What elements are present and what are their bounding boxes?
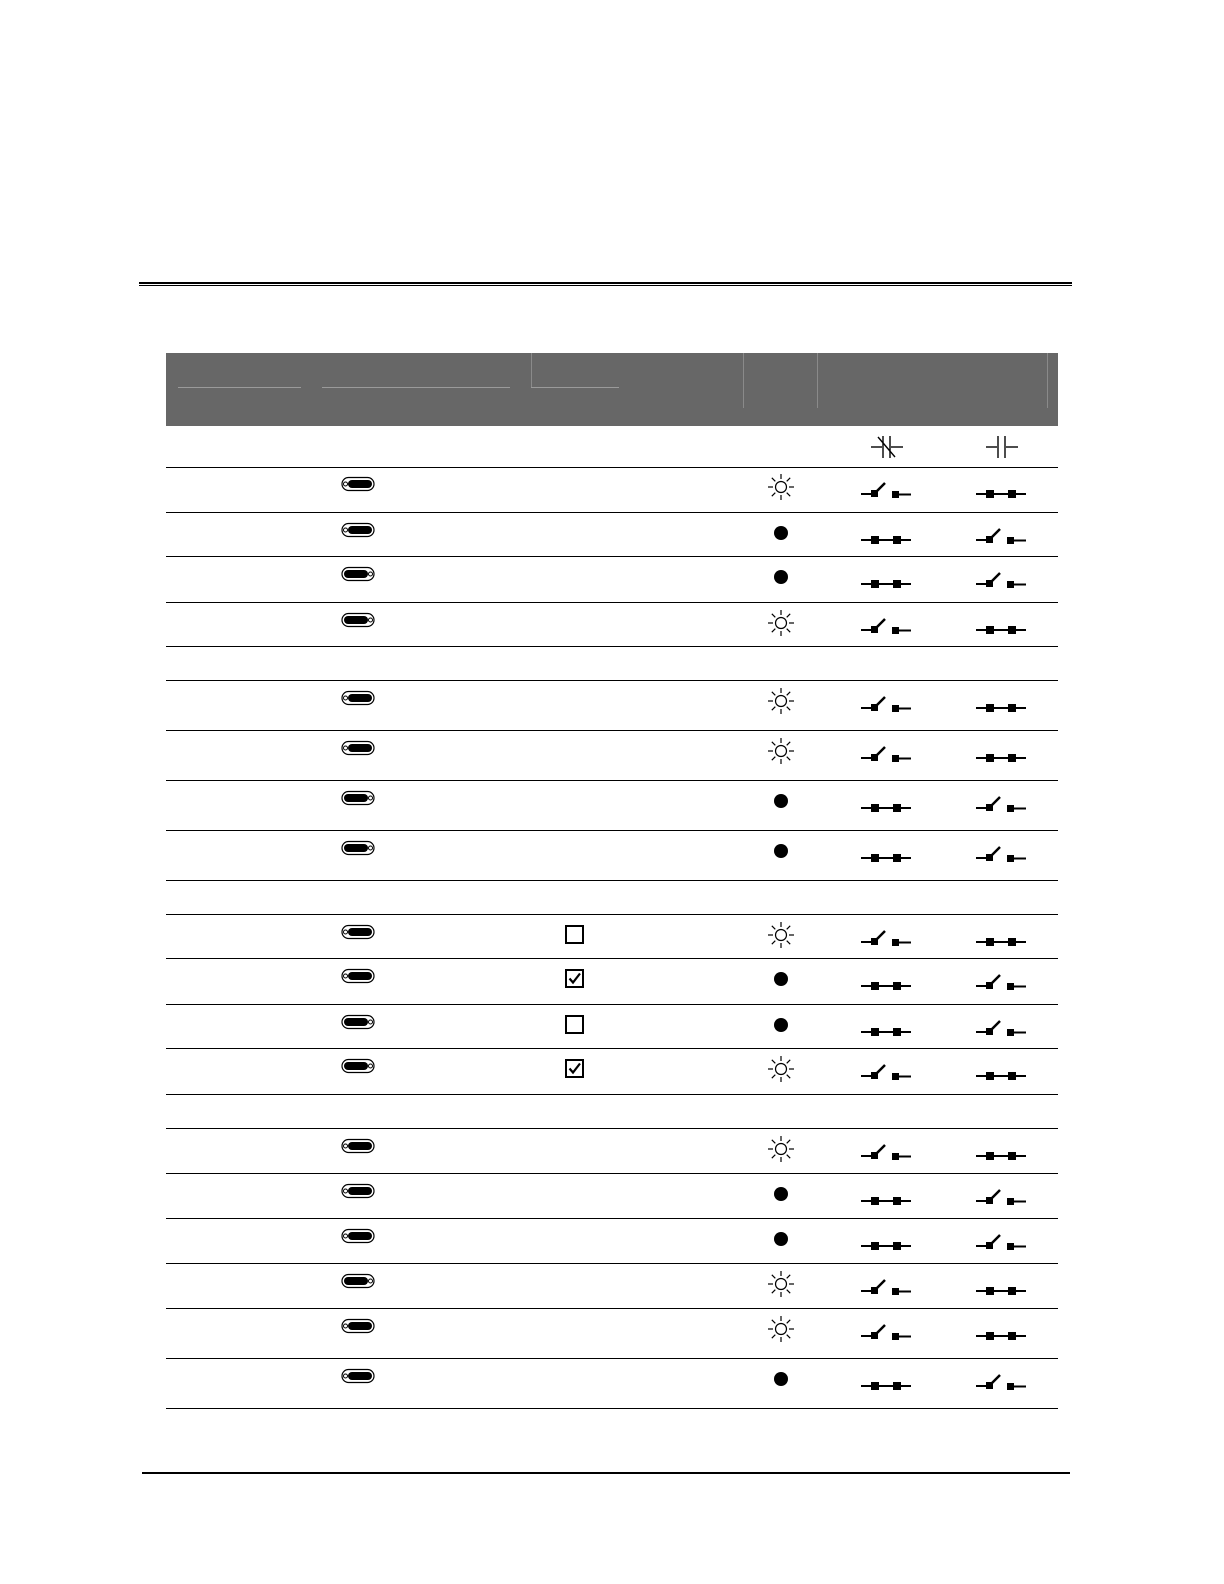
led-off-icon [767, 519, 795, 547]
switch-cell [341, 1318, 375, 1334]
no-contact-cell [974, 743, 1028, 765]
contact-closed-icon [859, 569, 913, 591]
switch-cell [341, 522, 375, 538]
contact-open-icon [974, 843, 1028, 865]
led-cell [767, 965, 795, 993]
switch-right-icon [341, 1058, 375, 1074]
switch-cell [341, 566, 375, 582]
switch-cell [341, 1058, 375, 1074]
table-row [166, 513, 1058, 557]
no-contact-cell [974, 525, 1028, 547]
led-on-icon [767, 687, 795, 715]
checkbox-unchecked-icon [564, 1014, 585, 1035]
table-row [166, 1359, 1058, 1409]
contact-closed-icon [859, 1231, 913, 1253]
checkbox-unchecked-icon [564, 924, 585, 945]
contact-closed-icon [974, 927, 1028, 949]
nc-contact-cell [859, 479, 913, 501]
contact-open-icon [859, 1276, 913, 1298]
no-contact-cell [974, 1017, 1028, 1039]
table-row [166, 959, 1058, 1005]
contact-closed-icon [859, 971, 913, 993]
no-contact-cell [974, 793, 1028, 815]
table-row [166, 681, 1058, 731]
switch-left-icon [341, 1228, 375, 1244]
led-off-icon [767, 837, 795, 865]
switch-cell [341, 1014, 375, 1030]
contact-open-icon [974, 1017, 1028, 1039]
switch-left-icon [341, 968, 375, 984]
switch-right-icon [341, 612, 375, 628]
symbol-row [166, 426, 1058, 468]
table-row [166, 915, 1058, 959]
switch-right-icon [341, 566, 375, 582]
checkbox-cell [564, 924, 585, 945]
no-contact-cell [974, 479, 1028, 501]
checkbox-cell [564, 1014, 585, 1035]
switch-left-icon [341, 924, 375, 940]
led-cell [767, 921, 795, 949]
led-cell [767, 837, 795, 865]
switch-left-icon [341, 740, 375, 756]
no-contact-cell [974, 615, 1028, 637]
led-cell [767, 519, 795, 547]
nc-contact-cell [859, 793, 913, 815]
table-row [166, 1049, 1058, 1095]
normally-closed-contact-icon [869, 433, 905, 461]
led-cell [767, 1011, 795, 1039]
table-row [166, 1129, 1058, 1174]
led-off-icon [767, 1180, 795, 1208]
nc-contact-cell [859, 1186, 913, 1208]
table-row [166, 1174, 1058, 1219]
led-cell [767, 787, 795, 815]
table-row [166, 731, 1058, 781]
nc-contact-cell [859, 1061, 913, 1083]
contact-open-icon [974, 793, 1028, 815]
switch-cell [341, 612, 375, 628]
table-row [166, 1005, 1058, 1049]
table-row [166, 1219, 1058, 1264]
led-cell [767, 1135, 795, 1163]
switch-cell [341, 1228, 375, 1244]
contact-closed-icon [974, 479, 1028, 501]
led-on-icon [767, 609, 795, 637]
led-on-icon [767, 1315, 795, 1343]
switch-right-icon [341, 840, 375, 856]
no-contact-cell [974, 927, 1028, 949]
switch-cell [341, 690, 375, 706]
led-off-icon [767, 965, 795, 993]
switch-left-icon [341, 690, 375, 706]
contact-open-icon [974, 1186, 1028, 1208]
nc-contact-cell [859, 843, 913, 865]
contact-open-icon [859, 1061, 913, 1083]
nc-contact-cell [859, 1017, 913, 1039]
led-on-icon [767, 1270, 795, 1298]
led-cell [767, 1225, 795, 1253]
table-row [166, 557, 1058, 603]
switch-cell [341, 924, 375, 940]
led-off-icon [767, 1225, 795, 1253]
group-separator [166, 1095, 1058, 1129]
nc-contact-cell [859, 1276, 913, 1298]
switch-left-icon [341, 476, 375, 492]
no-contact-cell [974, 1276, 1028, 1298]
no-contact-cell [974, 569, 1028, 591]
switch-right-icon [341, 1273, 375, 1289]
contact-open-icon [859, 927, 913, 949]
switch-cell [341, 840, 375, 856]
no-contact-cell [974, 843, 1028, 865]
led-cell [767, 473, 795, 501]
nc-contact-cell [859, 569, 913, 591]
contact-open-icon [974, 569, 1028, 591]
nc-contact-cell [859, 693, 913, 715]
nc-contact-cell [859, 971, 913, 993]
led-cell [767, 609, 795, 637]
contact-closed-icon [974, 693, 1028, 715]
nc-contact-cell [859, 1371, 913, 1393]
led-cell [767, 687, 795, 715]
switch-right-icon [341, 790, 375, 806]
footer-rule [142, 1472, 1070, 1474]
led-on-icon [767, 1135, 795, 1163]
nc-contact-cell [859, 1231, 913, 1253]
switch-left-icon [341, 1138, 375, 1154]
no-contact-cell [974, 1231, 1028, 1253]
switch-cell [341, 1368, 375, 1384]
contact-open-icon [859, 615, 913, 637]
led-cell [767, 1180, 795, 1208]
group-separator [166, 881, 1058, 915]
switch-cell [341, 1273, 375, 1289]
switch-cell [341, 476, 375, 492]
led-cell [767, 737, 795, 765]
led-cell [767, 1315, 795, 1343]
contact-open-icon [859, 479, 913, 501]
no-contact-cell [974, 1371, 1028, 1393]
no-contact-cell [974, 1321, 1028, 1343]
switch-cell [341, 790, 375, 806]
no-contact-cell [974, 971, 1028, 993]
no-header-symbol [984, 433, 1020, 461]
switch-cell [341, 1183, 375, 1199]
switch-left-icon [341, 522, 375, 538]
contact-open-icon [974, 971, 1028, 993]
led-off-icon [767, 1365, 795, 1393]
contact-closed-icon [859, 1186, 913, 1208]
no-contact-cell [974, 1061, 1028, 1083]
switch-left-icon [341, 1318, 375, 1334]
normally-open-contact-icon [984, 433, 1020, 461]
led-on-icon [767, 473, 795, 501]
contact-closed-icon [859, 843, 913, 865]
contact-open-icon [974, 1371, 1028, 1393]
contact-closed-icon [974, 1321, 1028, 1343]
checkbox-cell [564, 1058, 585, 1079]
nc-contact-cell [859, 1141, 913, 1163]
nc-contact-cell [859, 525, 913, 547]
table-row [166, 831, 1058, 881]
led-cell [767, 1365, 795, 1393]
contact-open-icon [859, 1141, 913, 1163]
no-contact-cell [974, 1186, 1028, 1208]
contact-closed-icon [974, 1061, 1028, 1083]
group-separator [166, 647, 1058, 681]
table-header [166, 353, 1058, 426]
checkbox-checked-icon [564, 968, 585, 989]
switch-right-icon [341, 1014, 375, 1030]
contact-closed-icon [974, 1141, 1028, 1163]
nc-contact-cell [859, 743, 913, 765]
switch-cell [341, 740, 375, 756]
switch-left-icon [341, 1183, 375, 1199]
checkbox-cell [564, 968, 585, 989]
contact-closed-icon [974, 743, 1028, 765]
contact-closed-icon [859, 1017, 913, 1039]
contact-open-icon [859, 1321, 913, 1343]
checkbox-checked-icon [564, 1058, 585, 1079]
table-row [166, 781, 1058, 831]
nc-contact-cell [859, 1321, 913, 1343]
contact-closed-icon [974, 615, 1028, 637]
led-on-icon [767, 921, 795, 949]
led-off-icon [767, 563, 795, 591]
table-row [166, 603, 1058, 647]
contact-closed-icon [859, 1371, 913, 1393]
contact-closed-icon [859, 525, 913, 547]
led-cell [767, 1055, 795, 1083]
led-on-icon [767, 1055, 795, 1083]
table-row [166, 1264, 1058, 1309]
contact-closed-icon [974, 1276, 1028, 1298]
switch-cell [341, 968, 375, 984]
contact-open-icon [974, 525, 1028, 547]
led-off-icon [767, 787, 795, 815]
no-contact-cell [974, 693, 1028, 715]
truth-table [166, 353, 1058, 426]
nc-contact-cell [859, 615, 913, 637]
contact-open-icon [974, 1231, 1028, 1253]
switch-left-icon [341, 1368, 375, 1384]
led-cell [767, 1270, 795, 1298]
led-cell [767, 563, 795, 591]
table-row [166, 1309, 1058, 1359]
nc-header-symbol [869, 433, 905, 461]
led-on-icon [767, 737, 795, 765]
contact-closed-icon [859, 793, 913, 815]
table-row [166, 467, 1058, 513]
contact-open-icon [859, 693, 913, 715]
nc-contact-cell [859, 927, 913, 949]
switch-cell [341, 1138, 375, 1154]
contact-open-icon [859, 743, 913, 765]
no-contact-cell [974, 1141, 1028, 1163]
led-off-icon [767, 1011, 795, 1039]
